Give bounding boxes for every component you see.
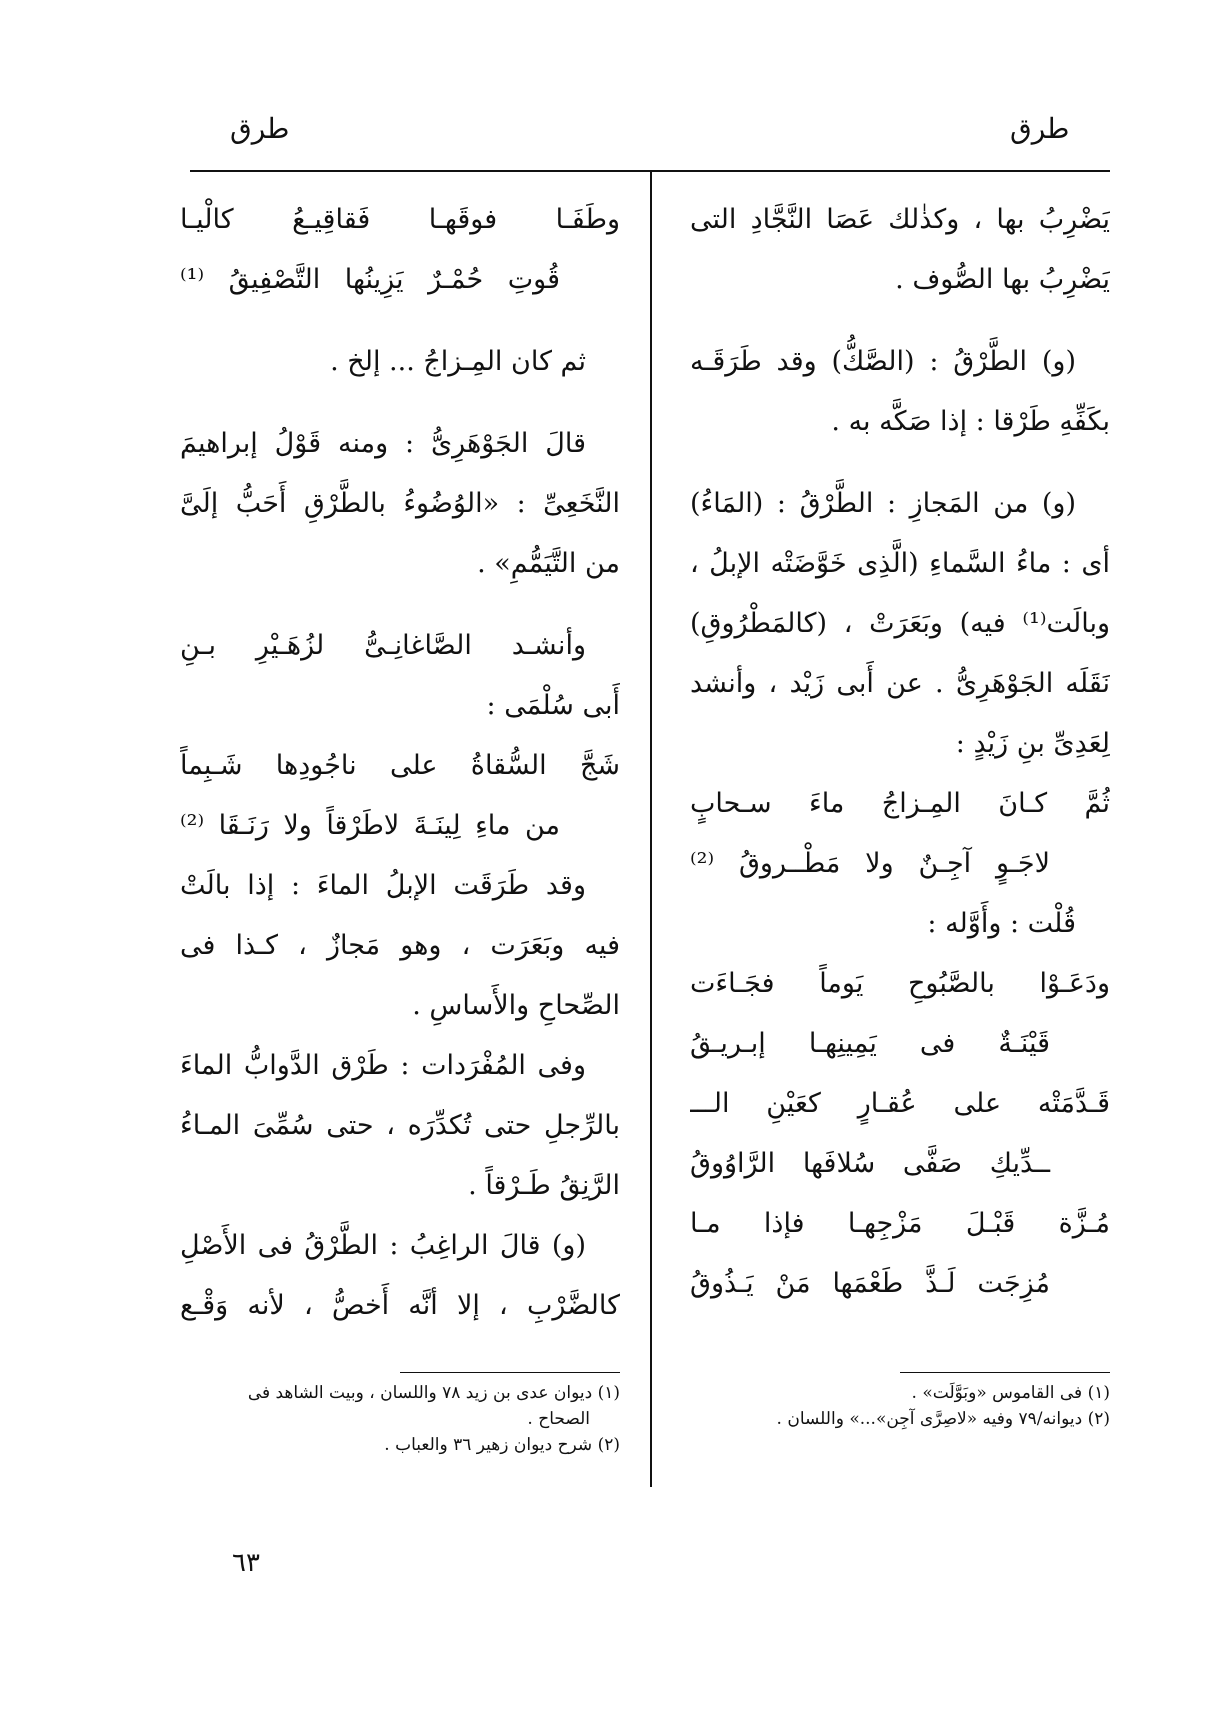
running-head-right: طرق <box>1010 112 1070 145</box>
footnotes-right <box>690 1380 1110 1432</box>
text-line: ثم كان المِـزاجُ ... إلخ . <box>330 346 586 377</box>
text-line: الرَّنِقُ طَـرْقاً . <box>468 1170 620 1201</box>
left-column <box>180 190 620 1336</box>
text-line: يَضْرِبُ بها ، وكذٰلك عَصَا النَّجَّادِ التى <box>690 204 1110 235</box>
right-column <box>690 190 1110 1314</box>
text-line: الصِّحاحِ والأَساسِ . <box>412 990 620 1021</box>
verse-line: مُـزَّة قَبْـلَ مَزْجِهـا فإذا مـا <box>690 1208 1110 1239</box>
text-line: نَقَلَه الجَوْهَرِىُّ . عن أَبى زَيْد ، وأنشد <box>690 668 1110 699</box>
text-line: بالرِّجلِ حتى تُكدِّرَه ، حتى سُمِّىَ المـاءُ <box>180 1110 620 1141</box>
text-line: وأنشـد الصَّاغانِـىُّ لزُهَـيْرِ بـنِ <box>180 630 586 661</box>
verse-line: قَيْنَـةٌ فى يَمِينِهـا إبـريـقُ <box>690 1028 1050 1059</box>
text-line: قالَ الجَوْهَرِىُّ : ومنه قَوْلُ إبراهيمَ <box>180 428 586 459</box>
footnote-rule-left <box>400 1372 620 1373</box>
text-line: أَبى سُلْمَى : <box>486 690 620 721</box>
footnote: (١) ديوان عدى بن زيد ٧٨ واللسان ، وبيت الشاهد فى <box>247 1383 620 1403</box>
footnote-rule-right <box>900 1372 1110 1373</box>
text-line: أى : ماءُ السَّماءِ (الَّذِى خَوَّضَتْه الإبلُ ، <box>690 548 1110 579</box>
verse-line: قَـدَّمَتْه على عُقـارٍ كعَيْنِ الـــ <box>690 1088 1110 1119</box>
text-line: من التَّيَمُّمِ» . <box>477 548 620 579</box>
text-line: وقد طَرَقَت الإبلُ الماءَ : إذا بالَتْ <box>180 870 586 901</box>
text-line: كالضَّرْبِ ، إلا أنَّه أَخصُّ ، لأنه وَقْـع <box>180 1290 620 1321</box>
text-line: (و) من المَجازِ : الطَّرْقُ : (المَاءُ) <box>690 488 1076 519</box>
verse-line: شَجَّ السُّقاةُ على ناجُودِها شَـبِماً <box>180 750 620 781</box>
text-line: بكَفِّهِ طَرْقا : إذا صَكَّه به . <box>831 406 1110 437</box>
column-divider <box>650 172 652 1487</box>
verse-line: لاجَـوٍ آجِـنٌ ولا مَطْــروقُ ⁽²⁾ <box>690 848 1050 879</box>
verse-line: ودَعَـوْا بالصَّبُوحِ يَوماً فجَـاءَت <box>690 968 1110 999</box>
verse-line: ثُمَّ كـانَ المِـزاجُ ماءَ سـحابٍ <box>690 788 1110 819</box>
footnote: الصحاح . <box>527 1409 590 1429</box>
text-line: النَّخَعِىِّ : «الوُضُوءُ بالطَّرْقِ أَحَبُّ إلَىَّ <box>180 488 620 519</box>
verse-line: مُزِجَت لَـذَّ طَعْمَها مَنْ يَـذُوقُ <box>690 1268 1050 1299</box>
footnote: (٢) ديوانه/٧٩ وفيه «لاصِرَّى آجِن»...» واللسان . <box>776 1409 1110 1429</box>
verse-line: ــدِّيكِ صَفَّى سُلافَها الرَّاوُوقُ <box>690 1148 1050 1179</box>
page-number: ٦٣ <box>232 1548 260 1578</box>
running-head-left: طرق <box>230 112 290 145</box>
text-line: فيه وبَعَرَت ، وهو مَجازٌ ، كـذا فى <box>180 930 620 961</box>
verse-line: قُوتِ حُمْـرٌ يَزِينُها التَّصْفِيقُ ⁽¹⁾ <box>180 264 560 295</box>
footnote: (٢) شرح ديوان زهير ٣٦ والعباب . <box>384 1435 620 1455</box>
text-line: (و) الطَّرْقُ : (الصَّكُّ) وقد طَرَقَـه <box>690 346 1076 377</box>
text-line: وبالَت⁽¹⁾ فيه) وبَعَرَتْ ، (كالمَطْرُوقِ) <box>690 608 1110 639</box>
text-line: قُلْت : وأَوَّله : <box>927 908 1076 939</box>
text-line: لِعَدِىِّ بنِ زَيْدٍ : <box>955 728 1110 759</box>
text-line: يَضْرِبُ بها الصُّوف . <box>895 264 1110 295</box>
verse-line: من ماءِ لِينَـةَ لاطَرْقاً ولا رَنَـقَا ⁽²⁾ <box>180 810 560 841</box>
footnote: (١) فى القاموس «وبَوَّلَت» . <box>911 1383 1110 1403</box>
text-line: وفى المُفْرَدات : طَرْق الدَّوابُّ الماءَ <box>180 1050 586 1081</box>
text-line: (و) قالَ الراغِبُ : الطَّرْقُ فى الأَصْلِ <box>180 1230 586 1261</box>
footnotes-left <box>180 1380 620 1458</box>
verse-line: وطَفَـا فوقَهـا فَقاقِيـعُ كالْيـا <box>180 204 620 235</box>
